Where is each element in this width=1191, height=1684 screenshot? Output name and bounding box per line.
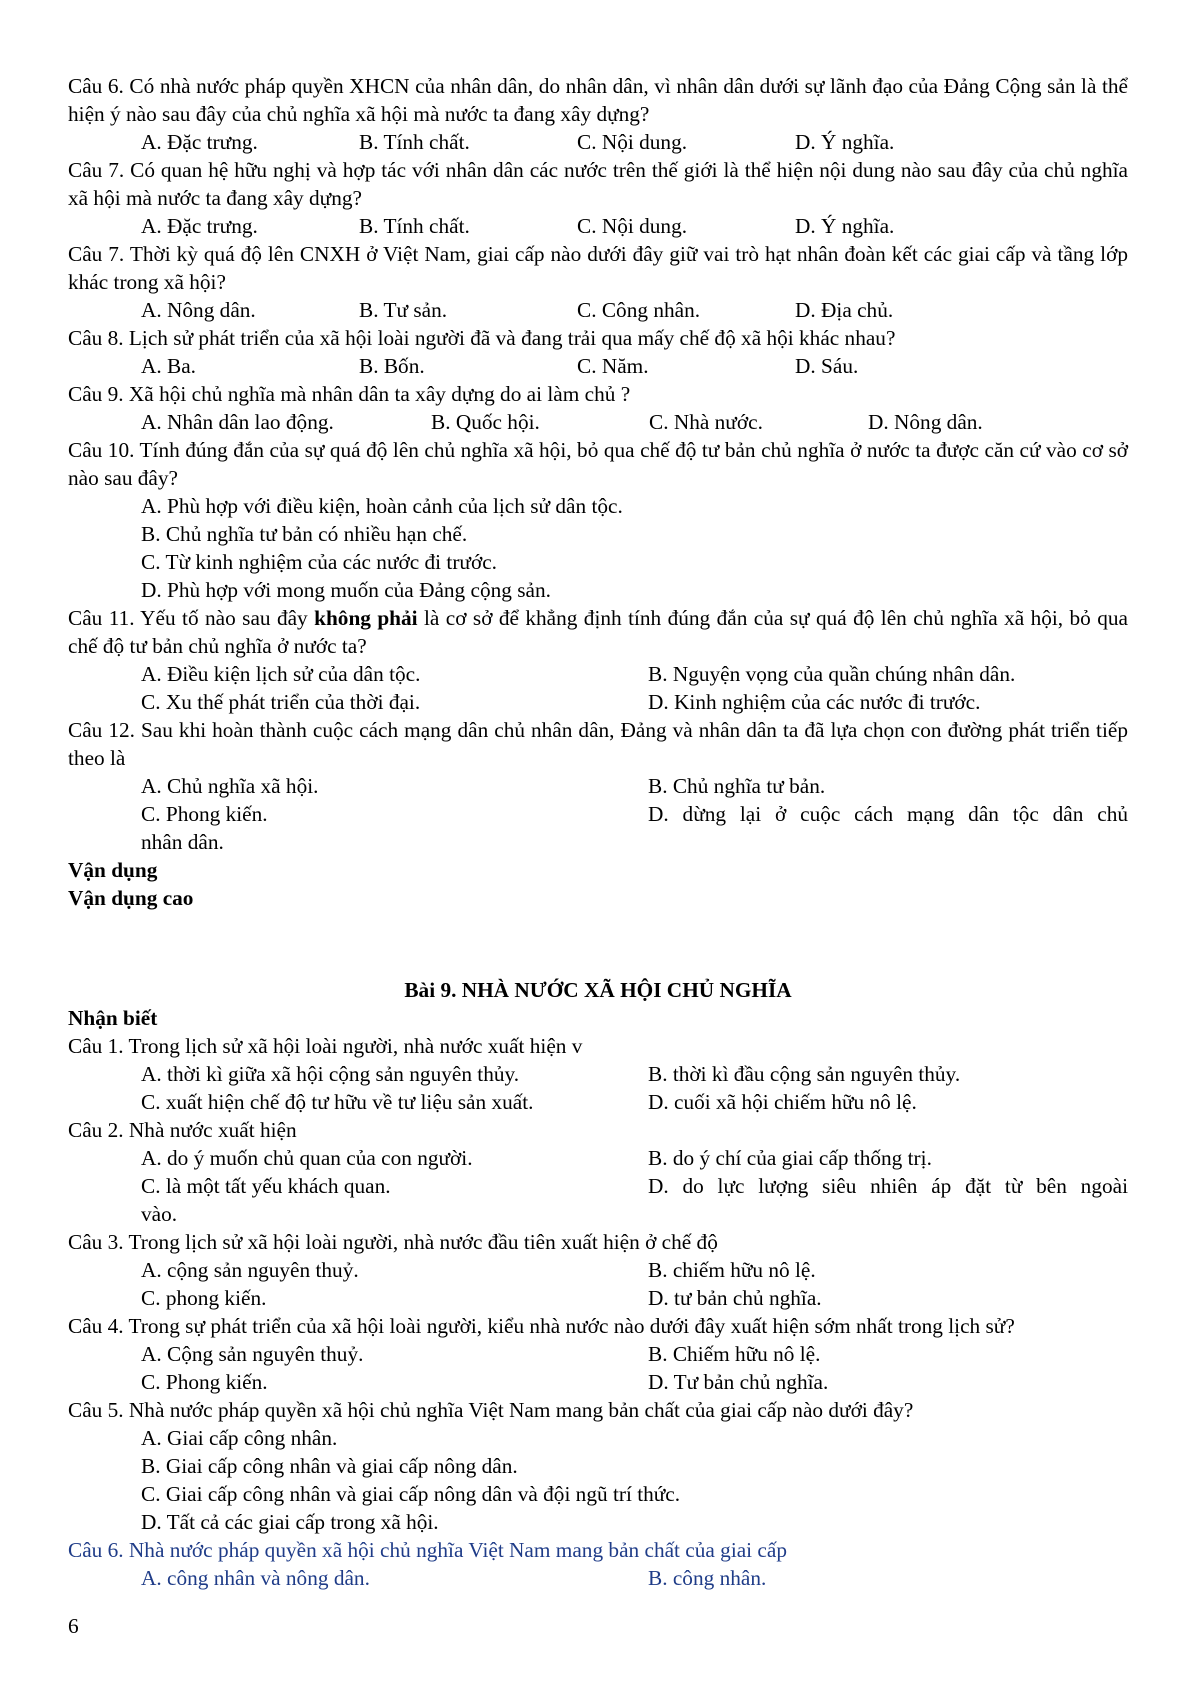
option-c: C. Nội dung. — [577, 214, 688, 238]
option-d-continuation: nhân dân. — [141, 830, 224, 854]
option-d: D. Nông dân. — [868, 410, 983, 434]
option-b: B. Tính chất. — [359, 130, 470, 154]
question-7a: Câu 7. Có quan hệ hữu nghị và hợp tác với nhân dân các nước trên thế giới là thể hiện nội dung nào sau đây của chủ nghĩa xã hội mà nước ta đang xây dựng? — [68, 158, 1128, 210]
option-c: C. Xu thế phát triển của thời đại. — [141, 690, 421, 714]
option-d: D. Phù hợp với mong muốn của Đảng cộng sản. — [141, 578, 551, 602]
document-page — [68, 72, 1128, 1592]
option-a: A. Ba. — [141, 354, 197, 378]
option-a: A. công nhân và nông dân. — [141, 1566, 370, 1590]
option-c: C. Nhà nước. — [649, 410, 763, 434]
option-d: D. dừng lại ở cuộc cách mạng dân tộc dân chủ — [648, 802, 1128, 826]
options-row — [68, 800, 1128, 828]
option-b: B. chiếm hữu nô lệ. — [648, 1258, 816, 1282]
option-c: C. Công nhân. — [577, 298, 701, 322]
options-row — [68, 1564, 1128, 1592]
question-5: Câu 5. Nhà nước pháp quyền xã hội chủ nghĩa Việt Nam mang bản chất của giai cấp nào dưới đây? — [68, 1398, 914, 1422]
option-c: C. Phong kiến. — [141, 802, 268, 826]
question-12: Câu 12. Sau khi hoàn thành cuộc cách mạng dân chủ nhân dân, Đảng và nhân dân ta đã lựa chọn con đường phát triển tiếp theo là — [68, 718, 1128, 770]
option-a: A. Nông dân. — [141, 298, 256, 322]
option-d-continuation: vào. — [141, 1202, 178, 1226]
option-d: D. Ý nghĩa. — [795, 130, 895, 154]
options-row — [68, 688, 1128, 716]
option-a: A. Nhân dân lao động. — [141, 410, 334, 434]
option-d: D. Sáu. — [795, 354, 859, 378]
options-row — [68, 1060, 1128, 1088]
question-6: Câu 6. Có nhà nước pháp quyền XHCN của nhân dân, do nhân dân, vì nhân dân dưới sự lãnh đạo của Đảng Cộng sản là thể hiện ý nào sau đây của chủ nghĩa xã hội mà nước ta đang xây dựng? — [68, 74, 1128, 126]
option-c: C. xuất hiện chế độ tư hữu về tư liệu sản xuất. — [141, 1090, 534, 1114]
question-11-pre: Câu 11. Yếu tố nào sau đây — [68, 606, 315, 630]
option-a: A. Chủ nghĩa xã hội. — [141, 774, 319, 798]
option-c: C. Giai cấp công nhân và giai cấp nông dân và đội ngũ trí thức. — [141, 1482, 681, 1506]
option-c: C. Từ kinh nghiệm của các nước đi trước. — [141, 550, 498, 574]
option-d: D. tư bản chủ nghĩa. — [648, 1286, 822, 1310]
option-b: B. Chiếm hữu nô lệ. — [648, 1342, 821, 1366]
option-c: C. Năm. — [577, 354, 649, 378]
option-b: B. công nhân. — [648, 1566, 767, 1590]
option-a: A. Cộng sản nguyên thuỷ. — [141, 1342, 364, 1366]
question-10: Câu 10. Tính đúng đắn của sự quá độ lên chủ nghĩa xã hội, bỏ qua chế độ tư bản chủ nghĩa ở nước ta được căn cứ vào cơ sở nào sau đây? — [68, 438, 1128, 490]
option-b: B. Nguyện vọng của quần chúng nhân dân. — [648, 662, 1016, 686]
option-b: B. Quốc hội. — [431, 410, 540, 434]
option-a: A. Giai cấp công nhân. — [141, 1426, 338, 1450]
heading-van-dung-cao: Vận dụng cao — [68, 886, 194, 910]
option-b: B. thời kì đầu cộng sản nguyên thủy. — [648, 1062, 961, 1086]
options-row — [68, 660, 1128, 688]
options-row — [68, 408, 1128, 436]
option-d: D. Kinh nghiệm của các nước đi trước. — [648, 690, 981, 714]
options-row — [68, 1284, 1128, 1312]
option-d: D. Tất cả các giai cấp trong xã hội. — [141, 1510, 439, 1534]
question-4: Câu 4. Trong sự phát triển của xã hội loài người, kiểu nhà nước nào dưới đây xuất hiện sớm nhất trong lịch sử? — [68, 1314, 1015, 1338]
options-row — [68, 212, 1128, 240]
options-row — [68, 128, 1128, 156]
option-d: D. Ý nghĩa. — [795, 214, 895, 238]
options-row — [68, 772, 1128, 800]
options-row — [68, 1256, 1128, 1284]
option-c: C. là một tất yếu khách quan. — [141, 1174, 391, 1198]
question-11-emphasis: không phải — [314, 606, 418, 630]
option-d: D. Tư bản chủ nghĩa. — [648, 1370, 829, 1394]
lesson-title: Bài 9. NHÀ NƯỚC XÃ HỘI CHỦ NGHĨA — [404, 978, 792, 1002]
option-a: A. thời kì giữa xã hội cộng sản nguyên thủy. — [141, 1062, 520, 1086]
option-b: B. Chủ nghĩa tư bản có nhiều hạn chế. — [141, 522, 468, 546]
option-a: A. cộng sản nguyên thuỷ. — [141, 1258, 359, 1282]
options-row — [68, 1088, 1128, 1116]
question-6-blue: Câu 6. Nhà nước pháp quyền xã hội chủ nghĩa Việt Nam mang bản chất của giai cấp — [68, 1538, 787, 1562]
question-1: Câu 1. Trong lịch sử xã hội loài người, nhà nước xuất hiện v — [68, 1034, 583, 1058]
option-d: D. Địa chủ. — [795, 298, 894, 322]
option-b: B. Bốn. — [359, 354, 425, 378]
question-11-post: là cơ sở để khẳng định tính đúng đắn của sự quá độ lên chủ nghĩa xã hội, bỏ qua chế độ tư bản chủ nghĩa ở nước ta? — [68, 606, 1128, 658]
option-a: A. do ý muốn chủ quan của con người. — [141, 1146, 473, 1170]
options-row — [68, 1340, 1128, 1368]
options-row — [68, 1144, 1128, 1172]
question-11 — [68, 604, 1128, 660]
options-row — [68, 296, 1128, 324]
option-b: B. Giai cấp công nhân và giai cấp nông dân. — [141, 1454, 518, 1478]
options-row — [68, 1368, 1128, 1396]
option-b: B. Chủ nghĩa tư bản. — [648, 774, 826, 798]
question-3: Câu 3. Trong lịch sử xã hội loài người, nhà nước đầu tiên xuất hiện ở chế độ — [68, 1230, 718, 1254]
question-8: Câu 8. Lịch sử phát triển của xã hội loài người đã và đang trải qua mấy chế độ xã hội khác nhau? — [68, 326, 896, 350]
option-a: A. Đặc trưng. — [141, 130, 258, 154]
heading-van-dung: Vận dụng — [68, 858, 158, 882]
question-9: Câu 9. Xã hội chủ nghĩa mà nhân dân ta xây dựng do ai làm chủ ? — [68, 382, 631, 406]
question-7b: Câu 7. Thời kỳ quá độ lên CNXH ở Việt Nam, giai cấp nào dưới đây giữ vai trò hạt nhân đoàn kết các giai cấp và tầng lớp khác trong xã hội? — [68, 242, 1128, 294]
question-2: Câu 2. Nhà nước xuất hiện — [68, 1118, 297, 1142]
option-b: B. do ý chí của giai cấp thống trị. — [648, 1146, 932, 1170]
page-number: 6 — [68, 1614, 79, 1638]
option-b: B. Tư sản. — [359, 298, 448, 322]
option-a: A. Đặc trưng. — [141, 214, 258, 238]
options-row — [68, 352, 1128, 380]
option-c: C. Phong kiến. — [141, 1370, 268, 1394]
option-c: C. phong kiến. — [141, 1286, 267, 1310]
option-d: D. cuối xã hội chiếm hữu nô lệ. — [648, 1090, 917, 1114]
option-b: B. Tính chất. — [359, 214, 470, 238]
heading-nhan-biet: Nhận biết — [68, 1006, 158, 1030]
option-a: A. Điều kiện lịch sử của dân tộc. — [141, 662, 421, 686]
option-a: A. Phù hợp với điều kiện, hoàn cảnh của lịch sử dân tộc. — [141, 494, 623, 518]
option-d: D. do lực lượng siêu nhiên áp đặt từ bên ngoài — [648, 1174, 1128, 1198]
option-c: C. Nội dung. — [577, 130, 688, 154]
options-row — [68, 1172, 1128, 1200]
